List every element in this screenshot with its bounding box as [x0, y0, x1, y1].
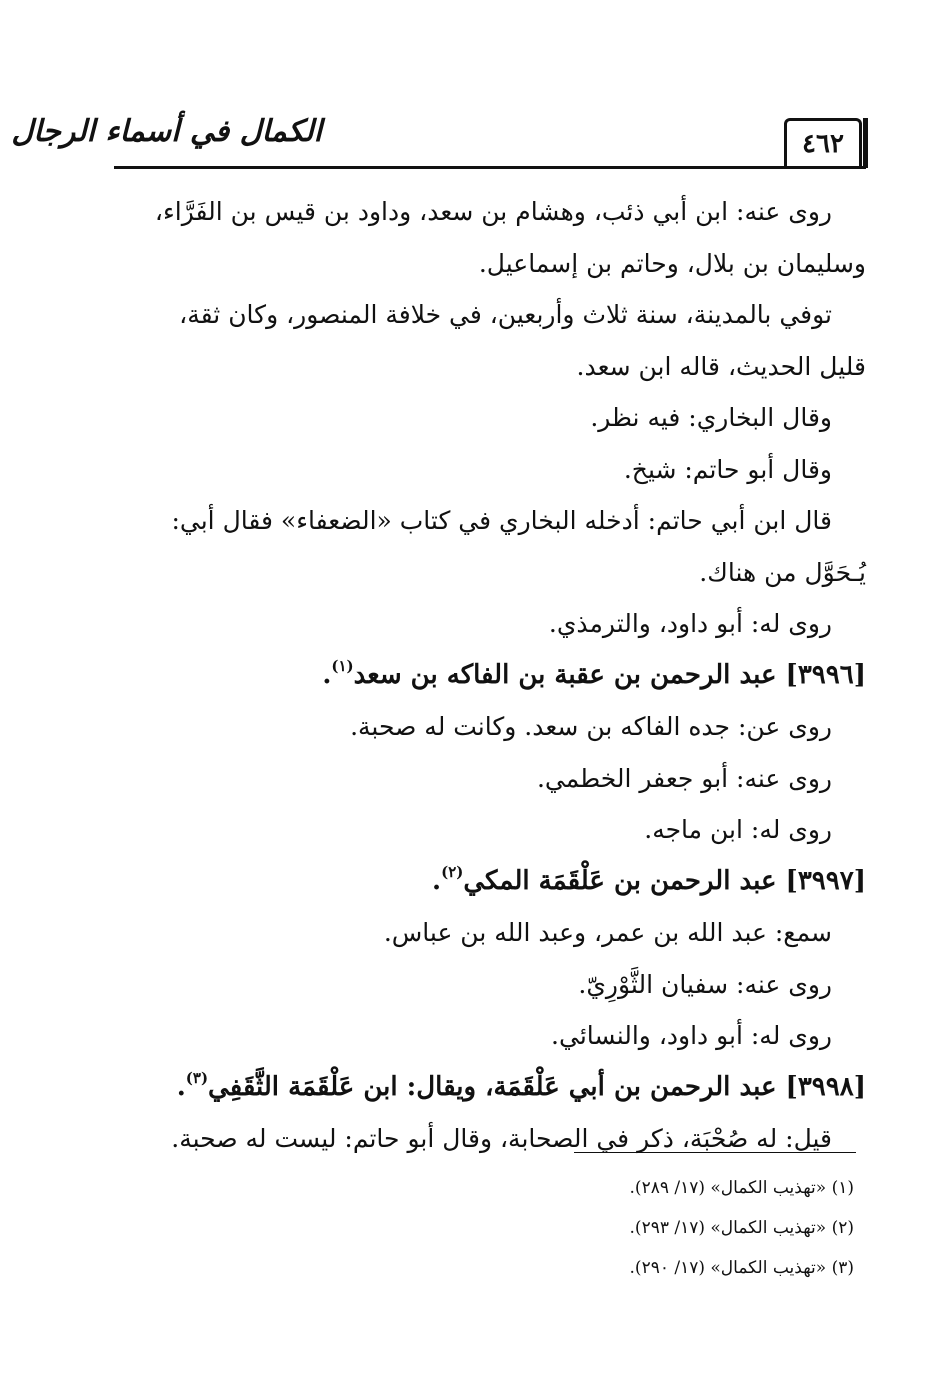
entry-heading-3997-end: . — [432, 865, 442, 896]
entry-heading-3998 — [112, 1062, 866, 1114]
entry-3998-line-1: قيل: له صُحْبَة، ذكر في الصحابة، وقال أبو حاتم: ليست له صحبة. — [171, 1124, 832, 1153]
entry-heading-3997-text: [٣٩٩٧] عبد الرحمن بن عَلْقَمَة المكي — [463, 865, 866, 896]
paragraph-narrators-line-1: روى عنه: ابن أبي ذئب، وهشام بن سعد، وداود بن قيس بن الفَرَّاء، — [154, 197, 832, 226]
paragraph-narrators-line-2: وسليمان بن بلال، وحاتم بن إسماعيل. — [478, 248, 866, 278]
paragraph-death-line-2: قليل الحديث، قاله ابن سعد. — [576, 351, 866, 381]
footnote-mark-2[interactable]: (٢) — [441, 862, 464, 881]
footnote-rule — [574, 1152, 856, 1153]
entry-3997-line-2: روى عنه: سفيان الثَّوْرِيّ. — [578, 969, 832, 999]
paragraph-narrated-by: روى له: أبو داود، والترمذي. — [548, 609, 832, 638]
paragraph-ibn-abi-hatim-line-1: قال ابن أبي حاتم: أدخله البخاري في كتاب «الضعفاء» فقال أبي: — [171, 506, 832, 535]
body-text — [112, 186, 866, 1165]
entry-heading-3998-end: . — [176, 1071, 186, 1102]
running-title: الكمال في أسماء الرجال — [11, 114, 322, 149]
footnote-3: (٣) «تهذيب الكمال» (١٧/ ٢٩٠). — [629, 1258, 854, 1278]
paragraph-ibn-abi-hatim-line-2: يُـحَوَّل من هناك. — [699, 557, 866, 587]
footnotes — [500, 1168, 854, 1288]
footnote-1: (١) «تهذيب الكمال» (١٧/ ٢٨٩). — [629, 1178, 854, 1198]
entry-3996-line-1: روى عن: جده الفاكه بن سعد. وكانت له صحبة. — [350, 712, 832, 741]
entry-3996-line-2: روى عنه: أبو جعفر الخطمي. — [536, 763, 832, 793]
entry-heading-3997 — [112, 856, 866, 908]
page-number-text: ٤٦٢ — [802, 128, 844, 159]
entry-3997-line-3: روى له: أبو داود، والنسائي. — [551, 1021, 832, 1050]
entry-3997-line-1: سمع: عبد الله بن عمر، وعبد الله بن عباس. — [383, 918, 832, 947]
entry-heading-3998-text: [٣٩٩٨] عبد الرحمن بن أبي عَلْقَمَة، ويقال: ابن عَلْقَمَة الثَّقَفِي — [208, 1071, 866, 1102]
paragraph-abu-hatim: وقال أبو حاتم: شيخ. — [623, 454, 832, 484]
footnote-2: (٢) «تهذيب الكمال» (١٧/ ٢٩٣). — [629, 1218, 854, 1238]
page-number — [784, 118, 862, 166]
footnote-mark-3[interactable]: (٣) — [185, 1068, 209, 1087]
footnote-mark-1[interactable]: (١) — [331, 656, 354, 675]
paragraph-death-line-1: توفي بالمدينة، سنة ثلاث وأربعين، في خلافة المنصور، وكان ثقة، — [179, 300, 832, 329]
entry-heading-3996-end: . — [322, 659, 332, 690]
entry-heading-3996-text: [٣٩٩٦] عبد الرحمن بن عقبة بن الفاكه بن سعد — [353, 659, 866, 690]
entry-3996-line-3: روى له: ابن ماجه. — [644, 815, 832, 844]
header-rule — [114, 166, 866, 169]
entry-heading-3996 — [112, 650, 866, 702]
paragraph-bukhari: وقال البخاري: فيه نظر. — [590, 403, 832, 432]
